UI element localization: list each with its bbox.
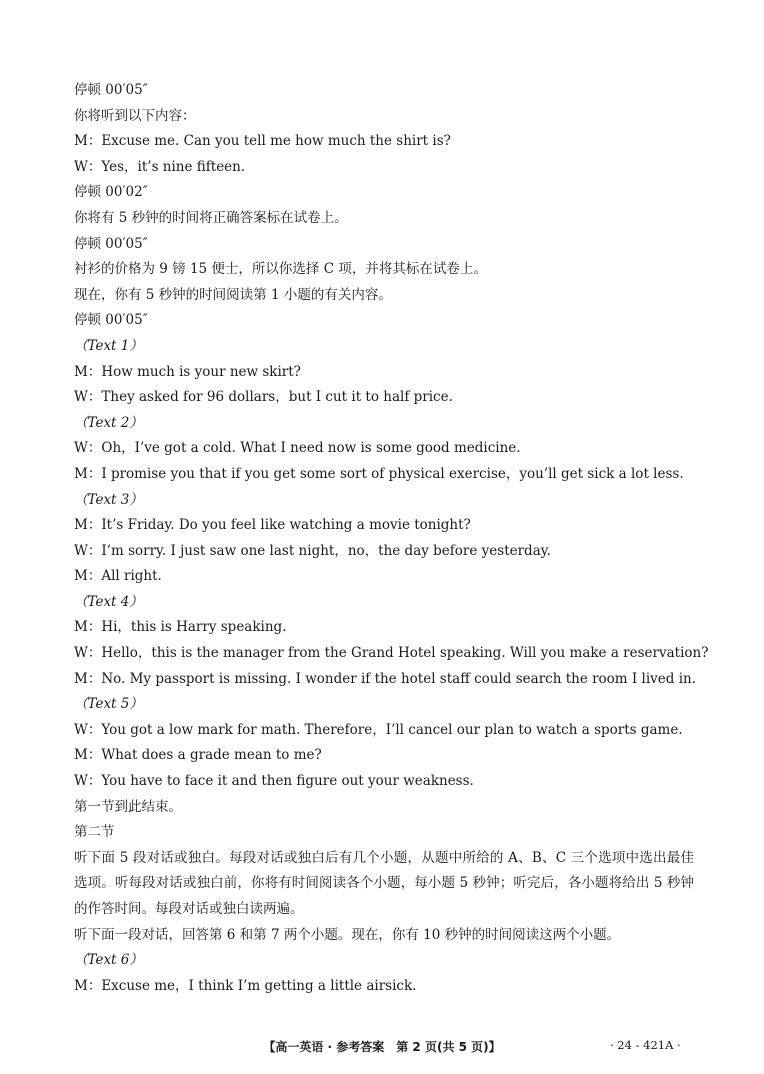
dialogue-line: M：How much is your new skirt?: [74, 363, 301, 380]
dialogue-line: M：All right.: [74, 568, 162, 585]
text-label: （Text 6）: [74, 952, 143, 969]
dialogue-line: W：Oh，I’ve got a cold. What I need now is some good medicine.: [74, 440, 521, 457]
text-label: （Text 2）: [74, 414, 143, 431]
dialogue-line: M：It’s Friday. Do you feel like watching a movie tonight?: [74, 517, 471, 534]
section-heading: 第二节: [74, 824, 115, 841]
text-label: （Text 3）: [74, 491, 143, 508]
dialogue-line: M：No. My passport is missing. I wonder if the hotel staff could search the room I lived in.: [74, 670, 697, 687]
pause-line: 停顿 00′02″: [74, 184, 148, 201]
text-label: （Text 4）: [74, 593, 143, 610]
text-label: （Text 5）: [74, 696, 143, 713]
dialogue-line: M：Excuse me，I think I’m getting a little airsick.: [74, 977, 417, 994]
section-end-line: 第一节到此结束。: [74, 798, 182, 815]
dialogue-line: M：I promise you that if you get some sort of physical exercise，you’ll get sick a lot less.: [74, 465, 684, 482]
pause-line: 停顿 00′05″: [74, 82, 148, 98]
dialogue-line: W：Yes，it’s nine fifteen.: [74, 158, 246, 175]
dialogue-line: W：I’m sorry. I just saw one last night，no，the day before yesterday.: [74, 542, 551, 559]
instruction-line: 现在，你有 5 秒钟的时间阅读第 1 小题的有关内容。: [74, 286, 392, 303]
dialogue-line: M：Hi，this is Harry speaking.: [74, 619, 287, 636]
pause-line: 停顿 00′05″: [74, 235, 148, 252]
text6-intro: 听下面一段对话，回答第 6 和第 7 两个小题。现在，你有 10 秒钟的时间阅读这两个小题。: [74, 926, 621, 943]
pause-line: 停顿 00′05″: [74, 312, 148, 329]
instruction-line: 你将有 5 秒钟的时间将正确答案标在试卷上。: [74, 209, 348, 226]
dialogue-line: W：They asked for 96 dollars，but I cut it to half price.: [74, 389, 453, 406]
text-label: （Text 1）: [74, 337, 143, 354]
dialogue-line: W：You have to face it and then figure out your weakness.: [74, 773, 474, 790]
instruction-line: 你将听到以下内容：: [74, 107, 196, 124]
dialogue-line: M：Excuse me. Can you tell me how much the shirt is?: [74, 133, 451, 150]
footer-page-info: 【高一英语 · 参考答案 第 2 页(共 5 页)】: [263, 1040, 501, 1054]
dialogue-line: W：You got a low mark for math. Therefore，I’ll cancel our plan to watch a sports game.: [74, 721, 683, 738]
instruction-line: 衬衫的价格为 9 镑 15 便士，所以你选择 C 项，并将其标在试卷上。: [74, 261, 487, 278]
dialogue-line: M：What does a grade mean to me?: [74, 747, 322, 764]
dialogue-line: W：Hello，this is the manager from the Grand Hotel speaking. Will you make a reservation?: [74, 645, 709, 662]
footer-code: · 24 - 421A ·: [610, 1038, 681, 1052]
document-body: [74, 78, 709, 999]
section2-instructions: 听下面 5 段对话或独白。每段对话或独白后有几个小题，从题中所给的 A、B、C 三个选项中选出最佳选项。听每段对话或独白前，你将有时间阅读各个小题，每小题 5 秒钟；听完后，各小题将给出 5 秒钟的作答时间。每段对话或独白读两遍。: [74, 849, 694, 917]
